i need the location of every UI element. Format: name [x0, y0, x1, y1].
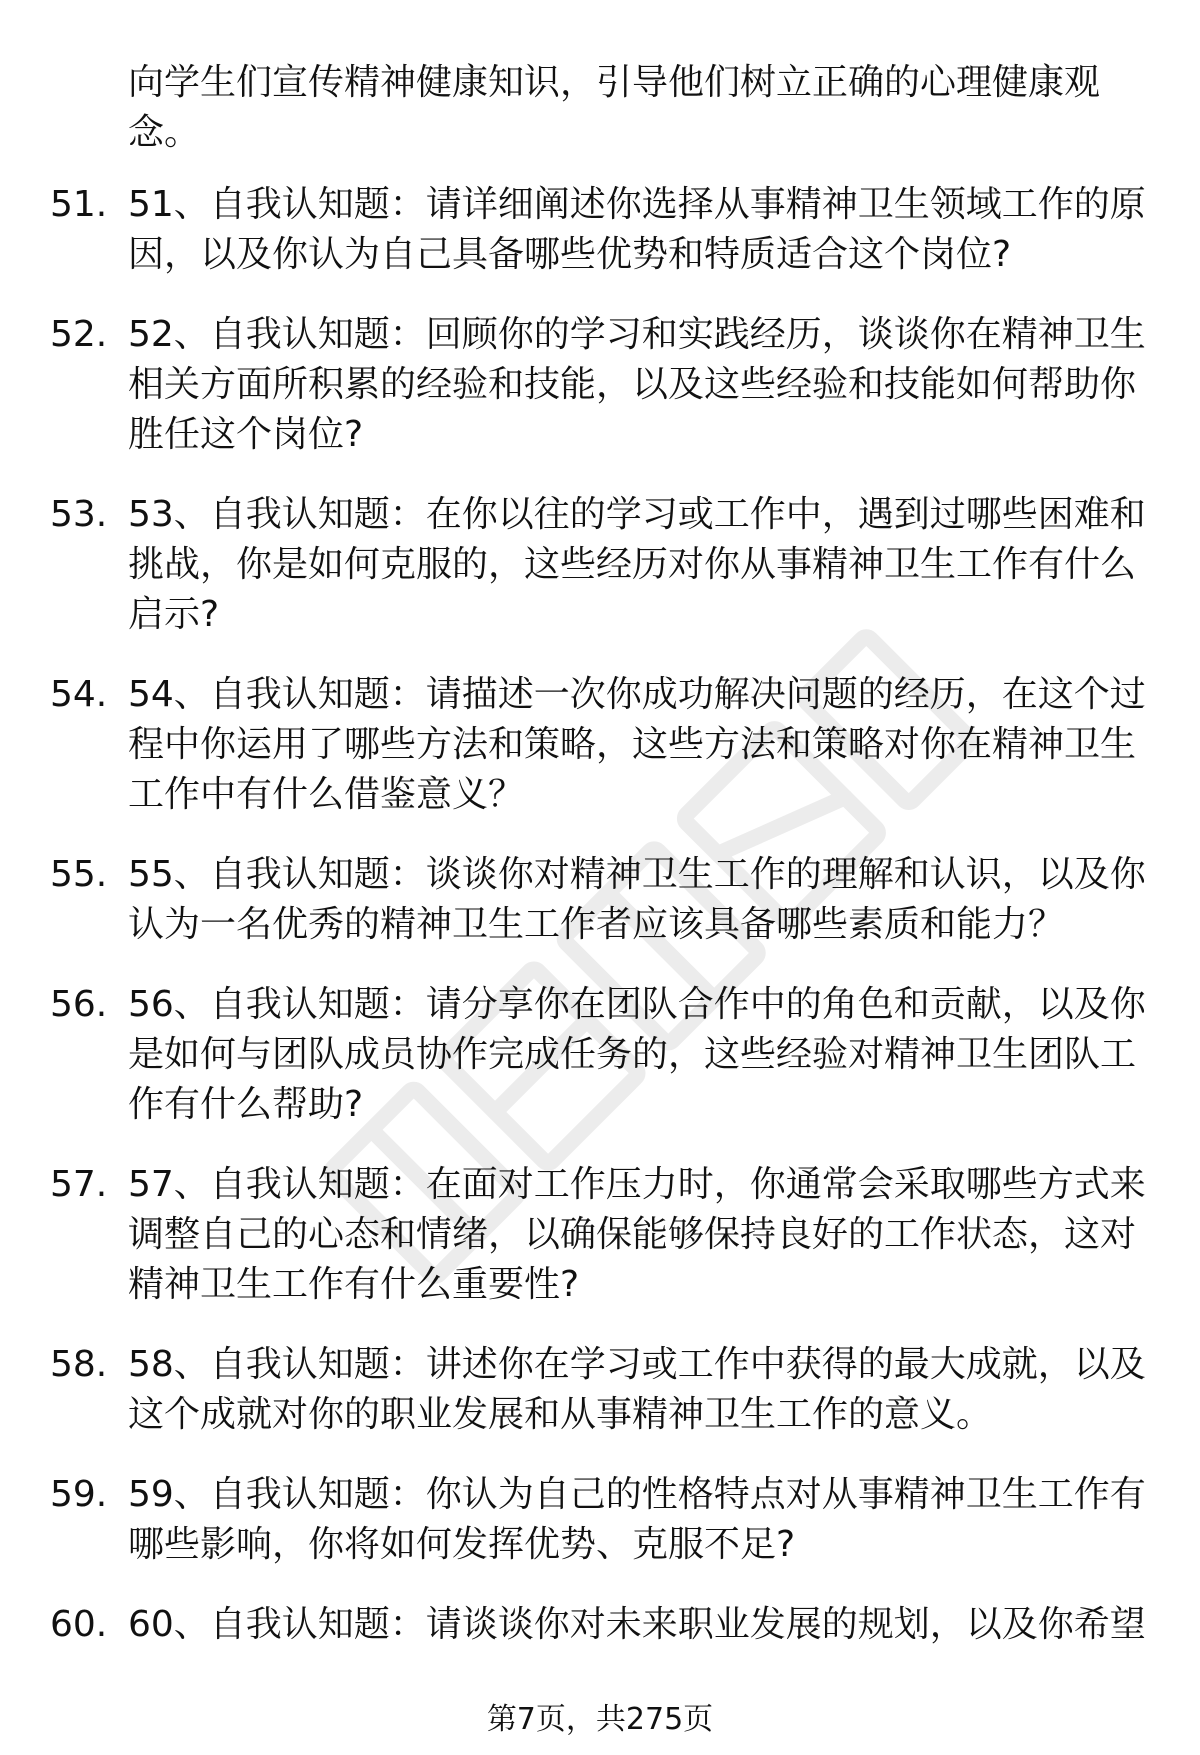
list-item	[0, 850, 1200, 950]
list-item	[0, 490, 1200, 640]
list-item	[0, 310, 1200, 460]
continued-paragraph: 向学生们宣传精神健康知识，引导他们树立正确的心理健康观念。	[128, 62, 1101, 153]
list-item	[0, 1340, 1200, 1440]
list-item	[0, 1600, 1200, 1650]
item-text: 54、自我认知题：请描述一次你成功解决问题的经历，在这个过程中你运用了哪些方法和策略，这些方法和策略对你在精神卫生工作中有什么借鉴意义？	[128, 674, 1146, 815]
list-item	[0, 1160, 1200, 1310]
item-number: 60.	[50, 1604, 108, 1645]
item-text: 59、自我认知题：你认为自己的性格特点对从事精神卫生工作有哪些影响，你将如何发挥优势、克服不足?	[128, 1474, 1146, 1565]
item-text: 55、自我认知题：谈谈你对精神卫生工作的理解和认识，以及你认为一名优秀的精神卫生工作者应该具备哪些素质和能力？	[128, 854, 1146, 945]
item-text: 56、自我认知题：请分享你在团队合作中的角色和贡献，以及你是如何与团队成员协作完成任务的，这些经验对精神卫生团队工作有什么帮助?	[128, 984, 1146, 1125]
item-number: 56.	[50, 984, 108, 1025]
item-number: 52.	[50, 314, 108, 355]
item-text: 51、自我认知题：请详细阐述你选择从事精神卫生领域工作的原因，以及你认为自己具备哪些优势和特质适合这个岗位?	[128, 184, 1146, 275]
page-footer: 第7页，共275页	[486, 1702, 714, 1737]
item-text: 58、自我认知题：讲述你在学习或工作中获得的最大成就，以及这个成就对你的职业发展和从事精神卫生工作的意义。	[128, 1344, 1146, 1435]
item-number: 55.	[50, 854, 108, 895]
item-text: 52、自我认知题：回顾你的学习和实践经历，谈谈你在精神卫生相关方面所积累的经验和技能，以及这些经验和技能如何帮助你胜任这个岗位?	[128, 314, 1146, 455]
item-number: 59.	[50, 1474, 108, 1515]
item-text: 57、自我认知题：在面对工作压力时，你通常会采取哪些方式来调整自己的心态和情绪，以确保能够保持良好的工作状态，这对精神卫生工作有什么重要性?	[128, 1164, 1146, 1305]
item-number: 53.	[50, 494, 108, 535]
list-item	[0, 670, 1200, 820]
item-text: 60、自我认知题：请谈谈你对未来职业发展的规划，以及你希望	[128, 1604, 1146, 1645]
item-text: 53、自我认知题：在你以往的学习或工作中，遇到过哪些困难和挑战，你是如何克服的，这些经历对你从事精神卫生工作有什么启示?	[128, 494, 1146, 635]
list-item	[0, 1470, 1200, 1570]
item-number: 51.	[50, 184, 108, 225]
question-list	[0, 180, 1200, 1680]
item-number: 58.	[50, 1344, 108, 1385]
item-number: 54.	[50, 674, 108, 715]
list-item	[0, 180, 1200, 280]
item-number: 57.	[50, 1164, 108, 1205]
list-item	[0, 980, 1200, 1130]
